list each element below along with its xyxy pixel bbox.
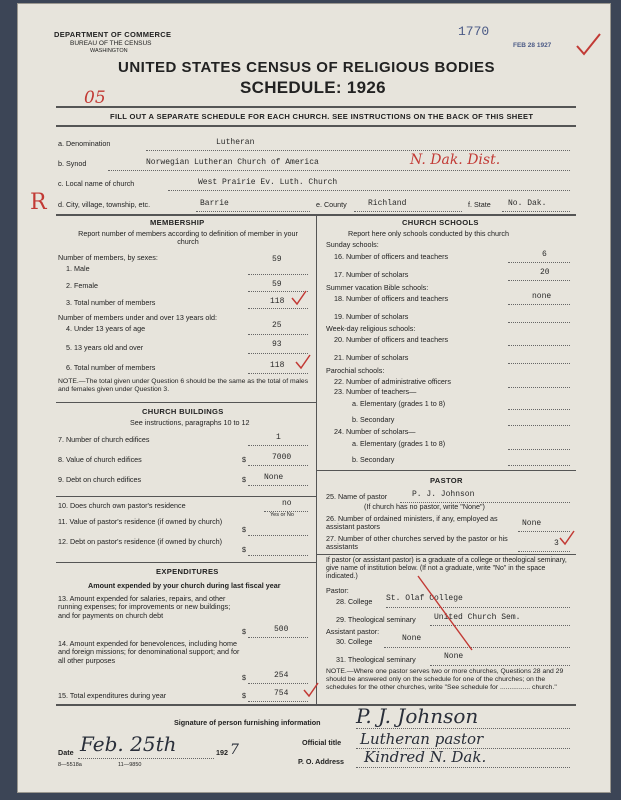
q23a-label: a. Elementary (grades 1 to 8) <box>352 399 446 408</box>
male-value: 59 <box>272 255 282 264</box>
signature-label: Signature of person furnishing information <box>174 718 321 727</box>
county-label: e. County <box>316 200 347 209</box>
total-members-age-value: 118 <box>270 361 285 370</box>
yes-no-hint: Yes or No <box>270 512 294 518</box>
pastor-college-value: St. Olaf College <box>386 594 463 603</box>
q13-label: 13. Amount expended for salaries, repairs, and other running expenses; for improvements or new buildings; and for payments on church debt <box>58 594 231 620</box>
year-prefix: 192 <box>216 748 228 757</box>
q24a-label: a. Elementary (grades 1 to 8) <box>352 439 446 448</box>
q5-label: 5. 13 years old and over <box>66 343 144 352</box>
q7-label: 7. Number of church edifices <box>58 435 150 444</box>
q11-label: 11. Value of pastor's residence (if owned by church) <box>58 517 223 526</box>
county-value: Richland <box>368 199 407 208</box>
q1-label: 1. Male <box>66 264 90 273</box>
denomination-value: Lutheran <box>216 138 255 147</box>
edifices-value: 1 <box>276 433 281 442</box>
q8-label: 8. Value of church edifices <box>58 455 142 464</box>
q23b-label: b. Secondary <box>352 415 395 424</box>
by-sexes-label: Number of members, by sexes: <box>58 253 158 262</box>
age-label: Number of members under and over 13 years old: <box>58 313 218 322</box>
membership-heading: MEMBERSHIP <box>150 218 205 227</box>
female-value: 59 <box>272 280 282 289</box>
dollar-sign: $ <box>242 673 246 682</box>
church-name-value: West Prairie Ev. Luth. Church <box>198 178 338 187</box>
membership-intro: Report number of members according to definition of member in your church <box>78 229 298 247</box>
running-expenses-value: 500 <box>274 625 289 634</box>
form-subtitle: SCHEDULE: 1926 <box>240 78 386 97</box>
check-mark-icon <box>290 290 308 306</box>
department-name: DEPARTMENT OF COMMERCE <box>54 30 172 39</box>
form-number: 8—5518a <box>58 762 82 768</box>
check-mark-icon <box>574 32 604 60</box>
over-13-value: 93 <box>272 340 282 349</box>
print-number: 11—9850 <box>118 762 142 768</box>
form-title: UNITED STATES CENSUS OF RELIGIOUS BODIES <box>118 59 495 76</box>
expenditures-heading: EXPENDITURES <box>156 567 219 576</box>
serial-number: 1770 <box>458 24 490 39</box>
q12-label: 12. Debt on pastor's residence (if owned by church) <box>58 537 222 546</box>
assistant-seminary-value: None <box>444 652 464 661</box>
q3-label: 3. Total number of members <box>66 298 156 307</box>
q9-label: 9. Debt on church edifices <box>58 475 142 484</box>
graduate-note: If pastor (or assistant pastor) is a graduate of a college or theological seminary, give name of institution below. (If not a graduate, write "No" in the space indicated.) <box>326 557 567 580</box>
bureau-name: BUREAU OF THE CENSUS <box>70 40 152 47</box>
q22-label: 22. Number of administrative officers <box>334 377 451 386</box>
q10-label: 10. Does church own pastor's residence <box>58 501 186 510</box>
q6-label: 6. Total number of members <box>66 363 156 372</box>
q24-label: 24. Number of scholars— <box>334 427 416 436</box>
assistant-sub-label: Assistant pastor: <box>326 627 380 636</box>
total-expenditures-value: 754 <box>274 689 289 698</box>
pastor-sub-label: Pastor: <box>326 586 349 595</box>
q31-label: 31. Theological seminary <box>336 655 416 664</box>
official-title-label: Official title <box>302 738 342 747</box>
q26-label: 26. Number of ordained ministers, if any, employed as assistant pastors <box>326 514 498 532</box>
q19-label: 19. Number of scholars <box>334 312 409 321</box>
q14-label: 14. Amount expended for benevolences, including home and foreign missions; for denominational support; and for all other purposes <box>58 639 240 665</box>
q25-note: (If church has no pastor, write "None") <box>364 502 485 511</box>
membership-note: NOTE.—The total given under Question 6 should be the same as the total of males and females given under Question 3. <box>58 378 309 393</box>
official-title-value: Lutheran pastor <box>360 730 484 748</box>
check-mark-icon <box>558 530 576 546</box>
date-value: Feb. 25th <box>80 732 177 756</box>
other-churches-value: 3 <box>554 539 559 548</box>
dollar-sign: $ <box>242 691 246 700</box>
edifice-debt-value: None <box>264 473 284 482</box>
buildings-heading: CHURCH BUILDINGS <box>142 407 224 416</box>
census-schedule-sheet <box>18 4 610 792</box>
q25-label: 25. Name of pastor <box>326 492 388 501</box>
year-value: 7 <box>230 742 239 758</box>
bureau-city: WASHINGTON <box>90 48 128 54</box>
q18-label: 18. Number of officers and teachers <box>334 294 449 303</box>
denomination-label: a. Denomination <box>58 139 111 148</box>
pastor-note: NOTE.—Where one pastor serves two or more churches, Questions 28 and 29 should be answered only on the schedule for one of the churches; on the schedules for the other churches, write "See schedule for ................ church." <box>326 668 564 691</box>
parochial-schools-label: Parochial schools: <box>326 366 385 375</box>
q24b-label: b. Secondary <box>352 455 395 464</box>
schools-heading: CHURCH SCHOOLS <box>402 218 479 227</box>
q23-label: 23. Number of teachers— <box>334 387 417 396</box>
summer-teachers-value: none <box>532 292 552 301</box>
pastor-heading: PASTOR <box>430 476 463 485</box>
dollar-sign: $ <box>242 455 246 464</box>
synod-district-note: N. Dak. Dist. <box>410 152 501 168</box>
church-name-label: c. Local name of church <box>58 179 135 188</box>
check-mark-icon <box>302 682 320 698</box>
dollar-sign: $ <box>242 627 246 636</box>
signature-value: P. J. Johnson <box>356 704 479 728</box>
check-mark-icon <box>294 354 312 370</box>
synod-value: Norwegian Lutheran Church of America <box>146 158 319 167</box>
owns-residence-value: no <box>282 499 292 508</box>
edifice-value-amount: 7000 <box>272 453 292 462</box>
red-annotation-r: R <box>30 190 47 215</box>
received-stamp: FEB 28 1927 <box>513 42 552 49</box>
state-label: f. State <box>468 200 491 209</box>
q16-label: 16. Number of officers and teachers <box>334 252 449 261</box>
q21-label: 21. Number of scholars <box>334 353 409 362</box>
q30-label: 30. College <box>336 637 373 646</box>
schools-intro: Report here only schools conducted by this church <box>348 229 510 238</box>
buildings-sub: See instructions, paragraphs 10 to 12 <box>130 418 250 427</box>
dollar-sign: $ <box>242 545 246 554</box>
sunday-teachers-value: 6 <box>542 250 547 259</box>
assistant-pastors-value: None <box>522 519 542 528</box>
po-address-value: Kindred N. Dak. <box>364 748 487 766</box>
dollar-sign: $ <box>242 525 246 534</box>
weekday-schools-label: Week-day religious schools: <box>326 324 416 333</box>
summer-schools-label: Summer vacation Bible schools: <box>326 283 429 292</box>
city-label: d. City, village, township, etc. <box>58 200 151 209</box>
po-address-label: P. O. Address <box>298 757 344 766</box>
q27-label: 27. Number of other churches served by the pastor or his assistants <box>326 534 508 552</box>
benevolences-value: 254 <box>274 671 289 680</box>
city-value: Barrie <box>200 199 229 208</box>
red-annotation-05: 05 <box>84 88 106 108</box>
assistant-college-value: None <box>402 634 422 643</box>
pastor-name-value: P. J. Johnson <box>412 490 475 499</box>
sunday-schools-label: Sunday schools: <box>326 240 379 249</box>
sunday-scholars-value: 20 <box>540 268 550 277</box>
q28-label: 28. College <box>336 597 373 606</box>
red-pencil-line <box>416 574 476 654</box>
q17-label: 17. Number of scholars <box>334 270 409 279</box>
q15-label: 15. Total expenditures during year <box>58 691 167 700</box>
q20-label: 20. Number of officers and teachers <box>334 335 449 344</box>
dollar-sign: $ <box>242 475 246 484</box>
expenditures-sub: Amount expended by your church during last fiscal year <box>88 581 281 590</box>
q29-label: 29. Theological seminary <box>336 615 416 624</box>
pastor-seminary-value: United Church Sem. <box>434 613 521 622</box>
q4-label: 4. Under 13 years of age <box>66 324 146 333</box>
date-label: Date <box>58 748 74 757</box>
instruction-line: FILL OUT A SEPARATE SCHEDULE FOR EACH CHURCH. SEE INSTRUCTIONS ON THE BACK OF THIS SHEET <box>110 112 534 121</box>
q2-label: 2. Female <box>66 281 98 290</box>
under-13-value: 25 <box>272 321 282 330</box>
total-members-value: 118 <box>270 297 285 306</box>
state-value: No. Dak. <box>508 199 547 208</box>
synod-label: b. Synod <box>58 159 87 168</box>
